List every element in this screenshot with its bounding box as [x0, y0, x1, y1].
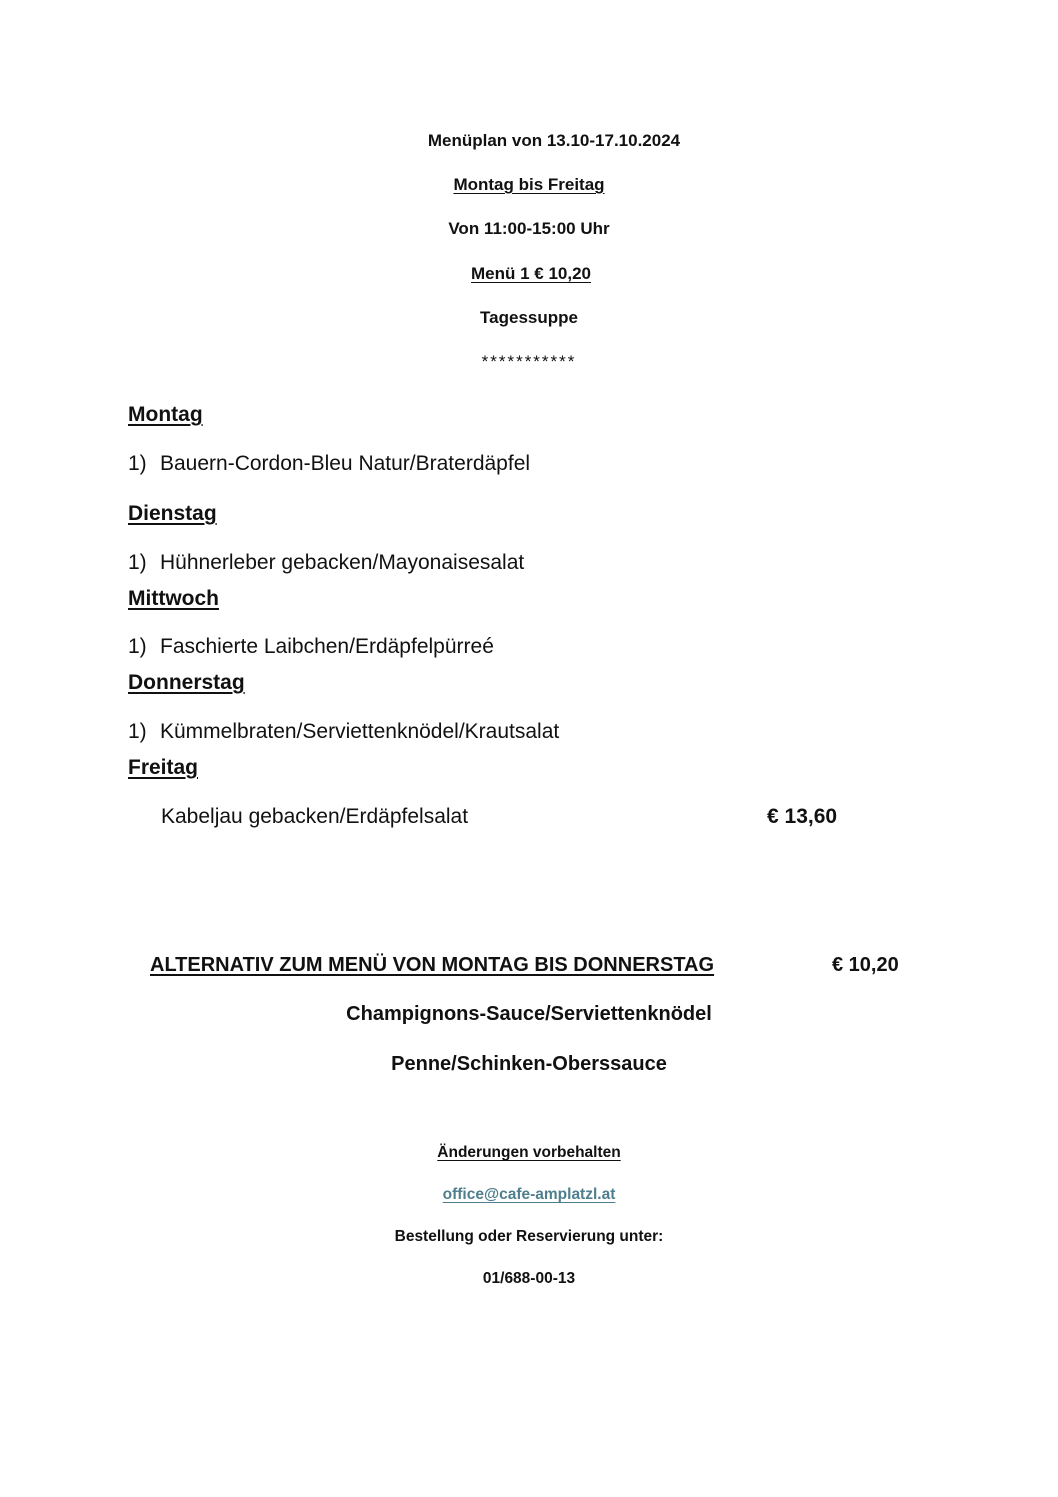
dish-text: Hühnerleber gebacken/Mayonaisesalat: [160, 551, 525, 574]
dish-number: 1): [128, 452, 147, 475]
soup-label: Tagessuppe: [480, 308, 578, 327]
day-heading-mittwoch: Mittwoch: [128, 587, 219, 610]
alternative-item: Champignons-Sauce/Serviettenknödel: [346, 1003, 712, 1025]
menu-title: Menüplan von 13.10-17.10.2024: [427, 131, 681, 150]
opening-hours: Von 11:00-15:00 Uhr: [448, 219, 610, 238]
phone-number: 01/688-00-13: [482, 1270, 576, 1287]
dish-mittwoch: [128, 635, 494, 659]
dish-number: 1): [128, 635, 147, 658]
email-row: [0, 1186, 1058, 1204]
menu-price: Menü 1 € 10,20: [470, 264, 591, 283]
alternative-price: € 10,20: [832, 954, 899, 976]
freitag-price: € 13,60: [767, 805, 838, 828]
dish-montag: [128, 452, 530, 476]
day-heading-donnerstag: Donnerstag: [128, 671, 245, 694]
day-heading-freitag: Freitag: [128, 756, 199, 779]
dish-text: Faschierte Laibchen/Erdäpfelpürreé: [160, 635, 494, 658]
dish-donnerstag: [128, 720, 559, 744]
days-range: Montag bis Freitag: [453, 175, 605, 194]
dish-dienstag: [128, 551, 524, 575]
day-heading-montag: Montag: [128, 403, 203, 426]
order-info: Bestellung oder Reservierung unter:: [394, 1228, 664, 1245]
separator: ***********: [481, 352, 577, 371]
changes-notice: Änderungen vorbehalten: [437, 1144, 621, 1161]
dish-number: 1): [128, 551, 147, 574]
email-link[interactable]: office@cafe-amplatzl.at: [442, 1186, 616, 1203]
day-heading-dienstag: Dienstag: [128, 502, 217, 525]
dish-freitag: Kabeljau gebacken/Erdäpfelsalat: [161, 805, 469, 828]
dish-text: Bauern-Cordon-Bleu Natur/Braterdäpfel: [160, 452, 531, 475]
alternative-item: Penne/Schinken-Oberssauce: [391, 1053, 667, 1075]
alternative-title: ALTERNATIV ZUM MENÜ VON MONTAG BIS DONNERSTAG: [150, 954, 715, 976]
dish-number: 1): [128, 720, 147, 743]
dish-text: Kümmelbraten/Serviettenknödel/Krautsalat: [160, 720, 560, 743]
